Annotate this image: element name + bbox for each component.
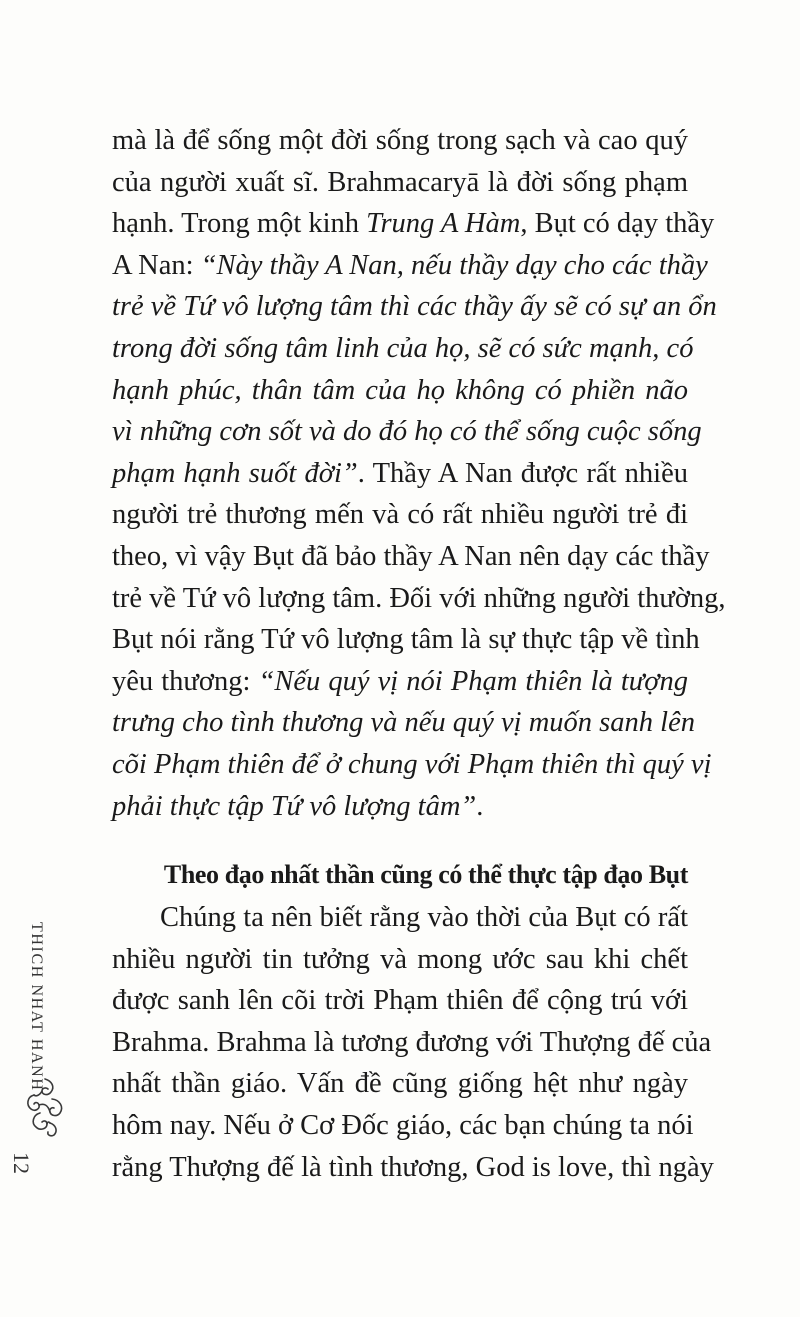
text-run: mà là để sống một đời sống trong sạch và cao quý bbox=[112, 125, 688, 156]
text-line bbox=[112, 328, 694, 370]
text-line bbox=[112, 162, 688, 204]
text-line bbox=[112, 203, 715, 245]
text-line bbox=[112, 744, 712, 786]
text-run: . bbox=[476, 790, 484, 822]
cloud-swirl-icon bbox=[22, 1075, 68, 1139]
text-line bbox=[112, 536, 710, 578]
text-run: trẻ về Tứ vô lượng tâm. Đối với những người thường, bbox=[112, 582, 726, 614]
italic-text: Trung A Hàm bbox=[366, 208, 521, 240]
italic-text: trẻ về Tứ vô lượng tâm thì các thầy ấy sẽ có sự an ổn bbox=[112, 291, 717, 323]
text-line bbox=[112, 370, 688, 412]
text-line bbox=[112, 1105, 694, 1147]
italic-text: trưng cho tình thương và nếu quý vị muốn sanh lên bbox=[112, 707, 695, 739]
text-run: yêu thương: bbox=[112, 665, 259, 697]
text-line bbox=[112, 494, 688, 536]
text-run: của người xuất sĩ. Brahmacaryā là đời sống phạm bbox=[112, 166, 688, 198]
page-number: 12 bbox=[9, 1152, 34, 1174]
italic-text: cõi Phạm thiên để ở chung với Phạm thiên thì quý vị bbox=[112, 749, 712, 780]
text-run: người trẻ thương mến và có rất nhiều người trẻ đi bbox=[112, 499, 688, 531]
italic-text: phạm hạnh suốt đời” bbox=[112, 457, 358, 489]
text-line bbox=[112, 939, 688, 981]
running-head: THICH NHAT HANH bbox=[28, 922, 45, 1092]
text-line bbox=[112, 578, 726, 620]
text-run: được sanh lên cõi trời Phạm thiên để cộng trú với bbox=[112, 985, 688, 1017]
text-line bbox=[112, 245, 708, 287]
text-run: nhất thần giáo. Vấn đề cũng giống hệt như ngày bbox=[112, 1068, 688, 1100]
italic-text: “Này thầy A Nan, nếu thầy dạy cho các thầy bbox=[200, 249, 708, 281]
text-line bbox=[112, 286, 717, 328]
text-run: Brahma. Brahma là tương đương với Thượng đế của bbox=[112, 1026, 712, 1058]
text-line bbox=[112, 786, 688, 828]
italic-text: phải thực tập Tứ vô lượng tâm” bbox=[112, 790, 477, 822]
text-run: hôm nay. Nếu ở Cơ Đốc giáo, các bạn chúng ta nói bbox=[112, 1110, 694, 1141]
text-run: rằng Thượng đế là tình thương, God is love, thì ngày bbox=[112, 1151, 714, 1183]
text-line bbox=[160, 897, 688, 939]
text-line bbox=[112, 1147, 714, 1189]
text-line bbox=[112, 120, 688, 162]
text-run: Chúng ta nên biết rằng vào thời của Bụt có rất bbox=[160, 902, 688, 933]
text-run: A Nan: bbox=[112, 249, 201, 281]
text-line bbox=[112, 702, 695, 744]
text-line bbox=[112, 411, 702, 453]
text-run: Bụt nói rằng Tứ vô lượng tâm là sự thực tập về tình bbox=[112, 624, 700, 656]
text-line bbox=[112, 661, 688, 703]
text-run: , Bụt có dạy thầy bbox=[520, 208, 715, 240]
italic-text: hạnh phúc, thân tâm của họ không có phiền não bbox=[112, 374, 688, 406]
italic-text: “Nếu quý vị nói Phạm thiên là tượng bbox=[258, 665, 688, 697]
text-run: . Thầy A Nan được rất nhiều bbox=[357, 457, 688, 489]
italic-text: vì những cơn sốt và do đó họ có thể sống cuộc sống bbox=[112, 416, 702, 448]
text-run: nhiều người tin tưởng và mong ước sau khi chết bbox=[112, 943, 688, 975]
text-line bbox=[112, 1022, 712, 1064]
text-line bbox=[112, 453, 688, 495]
text-run: hạnh. Trong một kinh bbox=[112, 208, 367, 240]
italic-text: trong đời sống tâm linh của họ, sẽ có sức mạnh, có bbox=[112, 333, 694, 364]
section-heading: Theo đạo nhất thần cũng có thể thực tập đạo Bụt bbox=[163, 860, 688, 889]
text-line bbox=[112, 1063, 688, 1105]
text-line bbox=[112, 980, 688, 1022]
text-line bbox=[112, 619, 700, 661]
text-run: theo, vì vậy Bụt đã bảo thầy A Nan nên dạy các thầy bbox=[112, 541, 710, 572]
